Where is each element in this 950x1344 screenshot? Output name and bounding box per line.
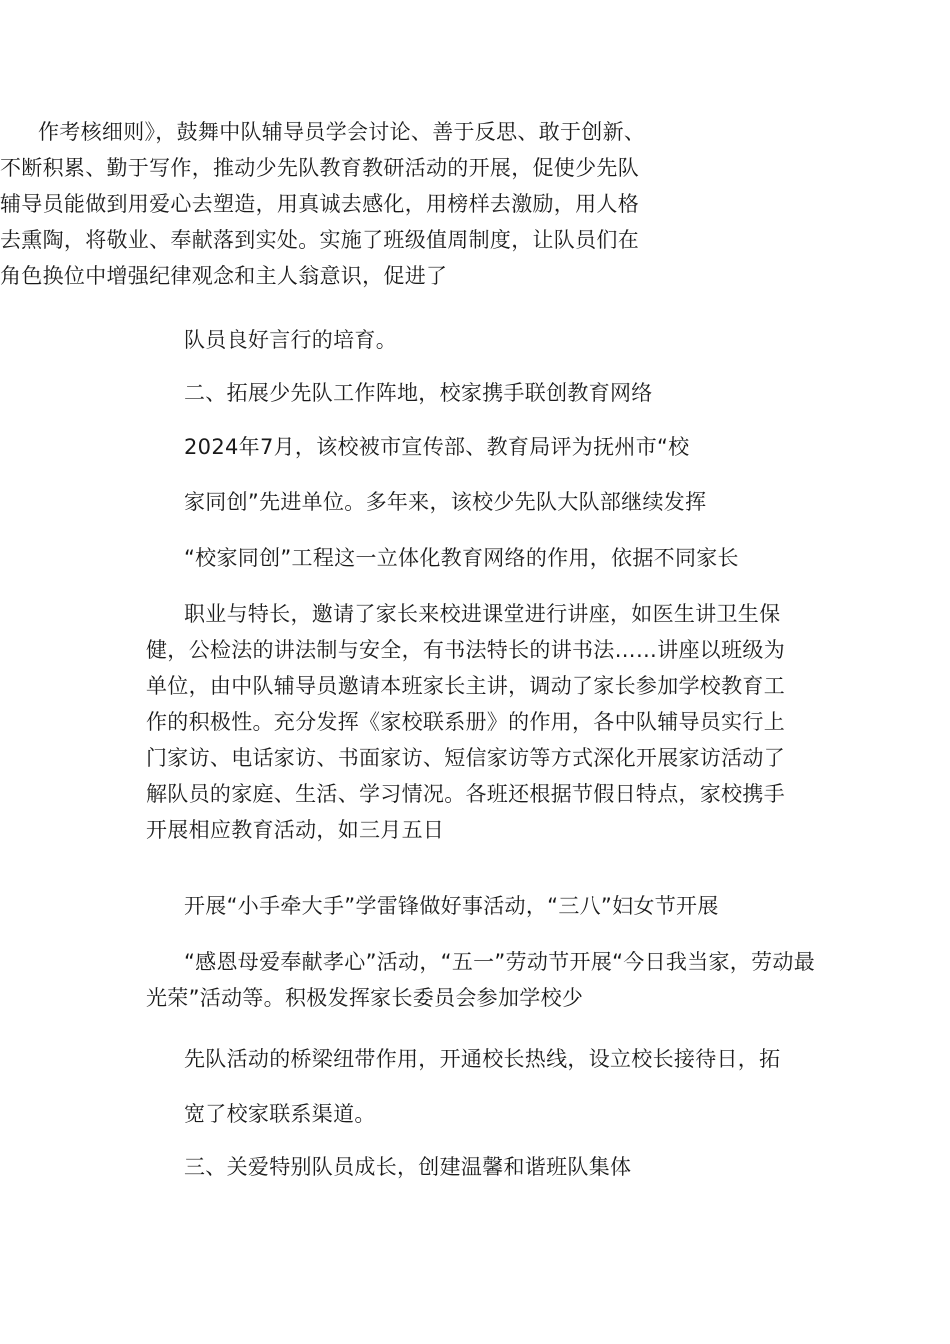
text-line: 队员良好言行的培育。 bbox=[184, 328, 397, 352]
text-line: 单位，由中队辅导员邀请本班家长主讲，调动了家长参加学校教育工 bbox=[146, 674, 785, 698]
text-line: 家同创”先进单位。多年来，该校少先队大队部继续发挥 bbox=[184, 490, 707, 514]
text-line: 门家访、电话家访、书面家访、短信家访等方式深化开展家访活动了 bbox=[146, 746, 785, 770]
paragraph-3 bbox=[184, 429, 689, 465]
text-line: 解队员的家庭、生活、学习情况。各班还根据节假日特点，家校携手 bbox=[146, 782, 785, 806]
paragraph-7 bbox=[184, 888, 719, 924]
text-line: 开展相应教育活动，如三月五日 bbox=[146, 818, 445, 842]
text-line: 三、关爱特别队员成长，创建温馨和谐班队集体 bbox=[184, 1155, 632, 1179]
text-line: 作考核细则》，鼓舞中队辅导员学会讨论、善于反思、敢于创新、 bbox=[38, 120, 646, 144]
paragraph-6 bbox=[146, 596, 785, 848]
section-heading-3 bbox=[184, 1149, 631, 1185]
text-line: 光荣”活动等。积极发挥家长委员会参加学校少 bbox=[146, 986, 584, 1010]
text-line: 职业与特长，邀请了家长来校进课堂进行讲座，如医生讲卫生保 bbox=[184, 602, 781, 626]
text-line: “感恩母爱奉献孝心”活动，“五一”劳动节开展“今日我当家，劳动最 bbox=[184, 950, 815, 974]
text-line: “校家同创”工程这一立体化教育网络的作用，依据不同家长 bbox=[184, 546, 739, 570]
text-line: 角色换位中增强纪律观念和主人翁意识，促进了 bbox=[0, 264, 448, 288]
text-line: 不断积累、勤于写作，推动少先队教育教研活动的开展，促使少先队 bbox=[0, 156, 639, 180]
text-line: 作的积极性。充分发挥《家校联系册》的作用，各中队辅导员实行上 bbox=[146, 710, 785, 734]
paragraph-4 bbox=[184, 484, 706, 520]
text-line: 辅导员能做到用爱心去塑造，用真诚去感化，用榜样去激励，用人格 bbox=[0, 192, 639, 216]
paragraph-5 bbox=[184, 540, 739, 576]
text-line: 健，公检法的讲法制与安全，有书法特长的讲书法……讲座以班级为 bbox=[146, 638, 785, 662]
paragraph-2 bbox=[184, 322, 397, 358]
text-line: 先队活动的桥梁纽带作用，开通校长热线，设立校长接待日，拓 bbox=[184, 1047, 781, 1071]
text-line: 二、拓展少先队工作阵地，校家携手联创教育网络 bbox=[184, 381, 653, 405]
paragraph-9 bbox=[184, 1041, 780, 1077]
text-line: 2024年7月，该校被市宣传部、教育局评为抚州市“校 bbox=[184, 435, 690, 459]
paragraph-8 bbox=[146, 944, 815, 1016]
paragraph-1 bbox=[0, 114, 645, 294]
text-line: 宽了校家联系渠道。 bbox=[184, 1102, 376, 1126]
section-heading-2 bbox=[184, 375, 653, 411]
text-line: 去熏陶，将敬业、奉献落到实处。实施了班级值周制度，让队员们在 bbox=[0, 228, 639, 252]
text-line: 开展“小手牵大手”学雷锋做好事活动，“三八”妇女节开展 bbox=[184, 894, 719, 918]
paragraph-10 bbox=[184, 1096, 376, 1132]
